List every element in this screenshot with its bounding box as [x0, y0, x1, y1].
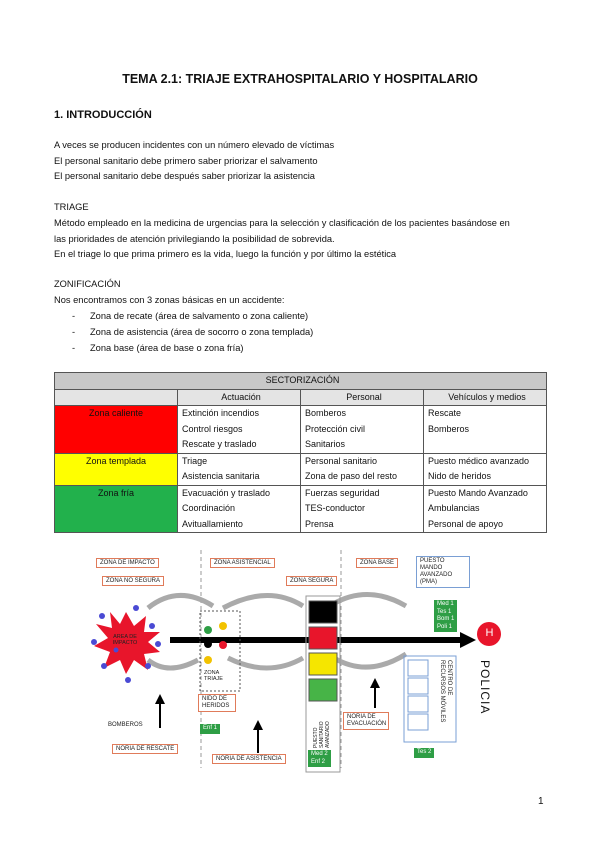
table-title: SECTORIZACIÓN [55, 373, 547, 390]
column-header: Personal [301, 389, 424, 406]
zona-no-segura-label: ZONA NO SEGURA [102, 576, 164, 586]
zona-impacto-label: ZONA DE IMPACTO [96, 558, 159, 568]
zone-list [72, 308, 313, 356]
intro-paragraph [54, 138, 334, 185]
pma-staff-badge: Med 1 Tes 1 Bom 1 Poli 1 [434, 600, 457, 632]
zona-triaje-label: ZONA TRIAJE [204, 670, 223, 682]
table-corner [55, 389, 178, 406]
zona-segura-label: ZONA SEGURA [286, 576, 337, 586]
triage-heading: TRIAGE [54, 202, 89, 212]
noria-evacuacion-label: NORIA DE EVACUACIÓN [343, 712, 389, 730]
nido-heridos-label: NIDO DE HERIDOS [198, 694, 236, 712]
curve-arrow [334, 654, 406, 667]
table-row [55, 406, 547, 454]
table-row [55, 453, 547, 485]
vehiculos-cell: Puesto médico avanzado Nido de heridos [424, 453, 547, 485]
zona-asistencial-label: ZONA ASISTENCIAL [210, 558, 275, 568]
triage-line: las prioridades de atención privilegiando la posibilidad de sobrevida. [54, 233, 335, 244]
curve-arrow [223, 595, 303, 608]
actuacion-cell: Evacuación y traslado Coordinación Avituallamiento [178, 485, 301, 533]
triage-line: Método empleado en la medicina de urgencias para la selección y clasificación de los pacientes basándose en [54, 218, 510, 228]
intro-line: El personal sanitario debe primero saber priorizar el salvamento [54, 155, 318, 166]
table-row [55, 485, 547, 533]
zone-cell: Zona fría [55, 485, 178, 533]
crm-label: CENTRO DE RECURSOS MÓVILES [439, 660, 452, 723]
actuacion-cell: Extinción incendios Control riesgos Rescate y traslado [178, 406, 301, 454]
policia-label: POLICIA [478, 660, 492, 715]
zonificacion-heading: ZONIFICACIÓN [54, 279, 121, 289]
pma-label: PUESTO MANDO AVANZADO (PMA) [416, 556, 470, 588]
list-item: - Zona de recate (área de salvamento o zona caliente) [72, 311, 309, 321]
triage-paragraph [54, 216, 510, 263]
list-item: - Zona base (área de base o zona fría) [72, 343, 244, 353]
zonificacion-intro: Nos encontramos con 3 zonas básicas en un accidente: [54, 295, 285, 305]
triage-line: En el triage lo que prima primero es la vida, luego la función y por último la estética [54, 249, 397, 259]
hospital-letter: H [485, 627, 494, 639]
page-number: 1 [538, 796, 544, 807]
list-item: - Zona de asistencia (área de socorro o zona templada) [72, 327, 314, 337]
column-header: Actuación [178, 389, 301, 406]
intro-line: A veces se producen incidentes con un número elevado de víctimas [54, 140, 335, 150]
curve-arrow [148, 660, 198, 668]
actuacion-cell: Triage Asistencia sanitaria [178, 453, 301, 485]
noria-rescate-label: NORIA DE RESCATE [112, 744, 178, 754]
enf1-badge: Enf 1 [200, 724, 220, 734]
section-heading: 1. INTRODUCCIÓN [54, 109, 152, 121]
psa-label: PUESTO SANITARIO AVANZADO [313, 721, 331, 748]
psa-staff-badge: Med 2 Enf 2 [308, 750, 331, 767]
bomberos-label: BOMBEROS [108, 722, 143, 728]
zone-cell: Zona caliente [55, 406, 178, 454]
vehiculos-cell: Puesto Mando Avanzado Ambulancias Personal de apoyo [424, 485, 547, 533]
personal-cell: Personal sanitario Zona de paso del resto [301, 453, 424, 485]
personal-cell: Fuerzas seguridad TES-conductor Prensa [301, 485, 424, 533]
zone-cell: Zona templada [55, 453, 178, 485]
page-title: TEMA 2.1: TRIAJE EXTRAHOSPITALARIO Y HOSPITALARIO [122, 72, 478, 86]
zona-base-label: ZONA BASE [356, 558, 398, 568]
intro-line: El personal sanitario debe después saber priorizar la asistencia [54, 171, 315, 181]
personal-cell: Bomberos Protección civil Sanitarios [301, 406, 424, 454]
curve-arrow [148, 595, 213, 608]
sectorizacion-table [54, 372, 547, 533]
area-impacto-label: AREA DE IMPACTO [112, 634, 138, 646]
curve-arrow [333, 594, 406, 606]
tes2-badge: Tes 2 [414, 748, 434, 758]
zonification-diagram [88, 548, 512, 774]
noria-asistencia-label: NORIA DE ASISTENCIA [212, 754, 286, 764]
column-header: Vehículos y medios [424, 389, 547, 406]
curve-arrow [228, 658, 303, 668]
vehiculos-cell: Rescate Bomberos [424, 406, 547, 454]
